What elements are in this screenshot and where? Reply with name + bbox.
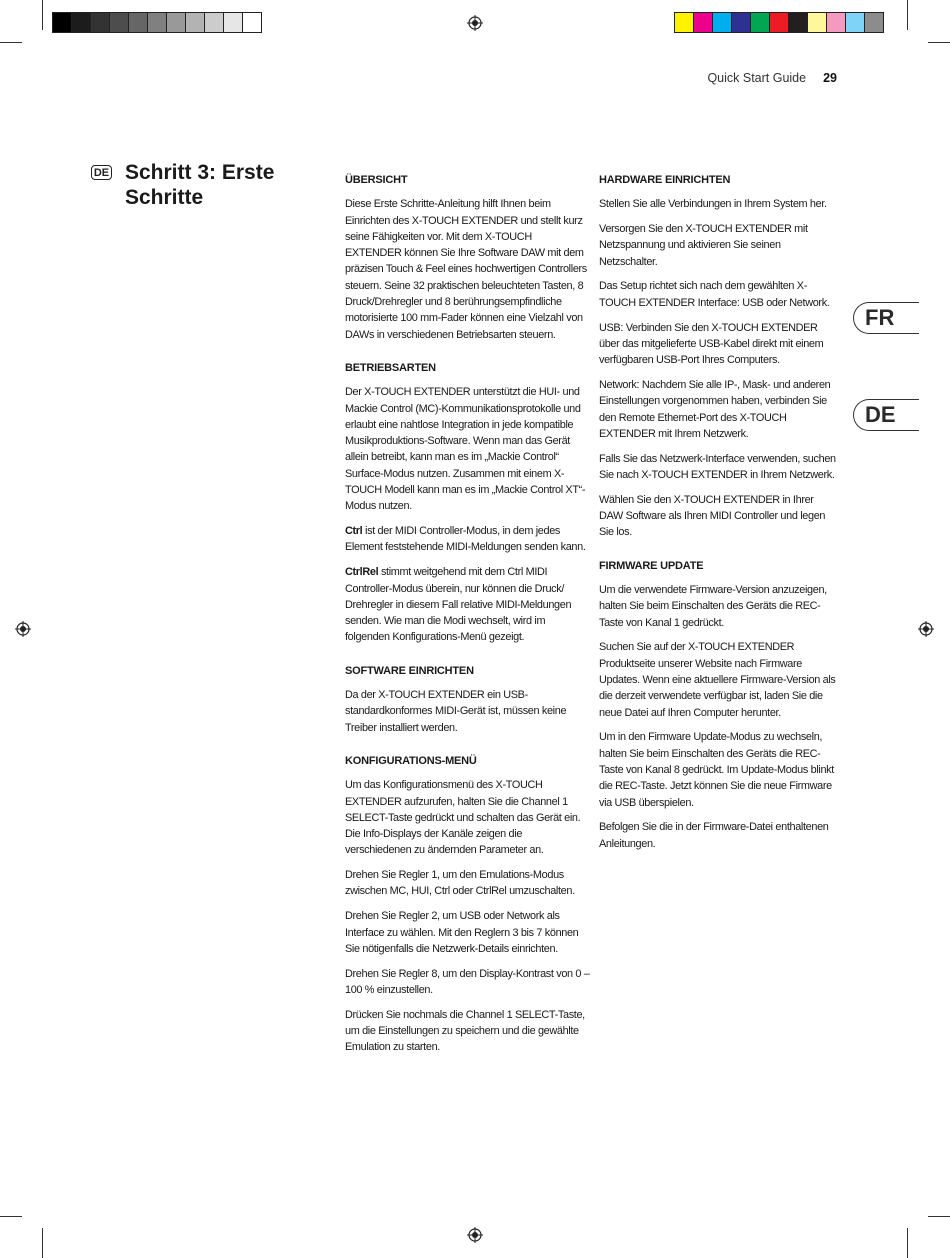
color-swatch xyxy=(185,12,205,33)
color-swatch xyxy=(788,12,808,33)
paragraph: Um in den Firmware Update-Modus zu wechseln, halten Sie beim Einschalten des Geräts die REC-Taste von Kanal 8 gedrückt. Im Update-Modus blinkt die REC-Taste. Jetzt können Sie die neue Firmware via USB überspielen. xyxy=(599,731,834,809)
paragraph: Der X-TOUCH EXTENDER unterstützt die HUI- und Mackie Control (MC)-Kommunikationsprotokolle und erlaubt eine nahtlose Integration in jede kompatible Musikproduktions-Software. Wenn man das Gerät allein betreibt, kann man es im „Mackie Control“ Surface-Modus nutzen. Zusammen mit einem X-TOUCH Modell kann man es im „Mackie Control XT“-Modus nutzen. xyxy=(345,386,586,513)
crop-mark xyxy=(907,1228,908,1258)
crop-mark xyxy=(0,42,22,43)
section-modes xyxy=(345,360,590,646)
language-tab-de[interactable]: DE xyxy=(853,399,919,431)
color-swatch xyxy=(807,12,827,33)
crop-mark xyxy=(42,1228,43,1258)
color-swatch xyxy=(90,12,110,33)
color-swatch xyxy=(693,12,713,33)
paragraph: Network: Nachdem Sie alle IP-, Mask- und anderen Einstellungen vorgenommen haben, verbinden Sie den Remote Ethernet-Port des X-TOUCH EXTENDER mit Ihrem Netzwerk. xyxy=(599,378,831,440)
crop-mark xyxy=(907,0,908,30)
color-swatch xyxy=(109,12,129,33)
paragraph: USB: Verbinden Sie den X-TOUCH EXTENDER über das mitgelieferte USB-Kabel direkt mit einem verfügbaren USB-Port Ihres Computers. xyxy=(599,321,824,367)
paragraph: Falls Sie das Netzwerk-Interface verwenden, suchen Sie nach X-TOUCH EXTENDER in Ihrem Netzwerk. xyxy=(599,452,836,481)
section-heading: ÜBERSICHT xyxy=(345,174,408,186)
guide-title: Quick Start Guide xyxy=(707,71,807,85)
registration-mark-icon xyxy=(918,621,934,637)
section-heading: FIRMWARE UPDATE xyxy=(599,559,704,572)
grayscale-color-bar xyxy=(52,12,261,33)
color-swatch xyxy=(128,12,148,33)
paragraph: Um die verwendete Firmware-Version anzuzeigen, halten Sie beim Einschalten des Geräts die REC-Taste von Kanal 1 gedrückt. xyxy=(599,583,827,629)
section-firmware xyxy=(599,558,839,852)
color-swatch xyxy=(769,12,789,33)
language-badge: DE xyxy=(91,165,112,180)
section-heading: SOFTWARE EINRICHTEN xyxy=(345,664,474,677)
crop-mark xyxy=(928,1216,950,1217)
color-swatch xyxy=(712,12,732,33)
paragraph: Drücken Sie nochmals die Channel 1 SELECT-Taste, um die Einstellungen zu speichern und die gewählte Emulation zu starten. xyxy=(345,1008,585,1054)
section-heading: BETRIEBSARTEN xyxy=(345,361,436,374)
color-swatch xyxy=(147,12,167,33)
paragraph-text: ist der MIDI Controller-Modus, in dem jedes Element feststehende MIDI-Meldungen senden kann. xyxy=(345,525,586,554)
section-overview xyxy=(345,172,590,343)
registration-mark-icon xyxy=(467,1227,483,1243)
section-heading: HARDWARE EINRICHTEN xyxy=(599,174,731,186)
paragraph: Da der X-TOUCH EXTENDER ein USB-standardkonformes MIDI-Gerät ist, müssen keine Treiber installiert werden. xyxy=(345,689,567,734)
paragraph: Drehen Sie Regler 8, um den Display-Kontrast von 0 – 100 % einzustellen. xyxy=(345,967,590,996)
color-swatch xyxy=(204,12,224,33)
text-column-right xyxy=(599,172,839,869)
color-swatch xyxy=(864,12,884,33)
section-software xyxy=(345,663,590,736)
section-config-menu xyxy=(345,753,590,1056)
paragraph: Um das Konfigurationsmenü des X-TOUCH EXTENDER aufzurufen, halten Sie die Channel 1 SELECT-Taste gedrückt und schalten das Gerät ein. Die Info-Displays der Kanäle zeigen die verschiedenen zu ändernden Parameter an. xyxy=(345,779,581,857)
paragraph: Wählen Sie den X-TOUCH EXTENDER in Ihrer DAW Software als Ihren MIDI Controller und legen Sie los. xyxy=(599,493,826,539)
crop-mark xyxy=(0,1216,22,1217)
color-swatch xyxy=(750,12,770,33)
paragraph xyxy=(345,564,590,645)
cmyk-color-bar xyxy=(674,12,883,33)
color-swatch xyxy=(826,12,846,33)
term: CtrlRel xyxy=(345,566,379,579)
section-hardware xyxy=(599,172,839,541)
running-header xyxy=(707,71,837,85)
crop-mark xyxy=(928,42,950,43)
page-number: 29 xyxy=(823,71,837,85)
paragraph: Diese Erste Schritte-Anleitung hilft Ihnen beim Einrichten des X-TOUCH EXTENDER und stellt kurz seine Fähigkeiten vor. Mit dem X-TOUCH EXTENDER können Sie Ihre Software DAW mit dem präzisen Touch & Feel eines hochwertigen Controllers steuern. Seine 32 praktischen beleuchteten Tasten, 8 Druck/Drehregler und 8 berührungsempfindliche motorisierte 100 mm-Fader können eine Vielzahl von DAWs in verschiedenen Betriebsarten steuern. xyxy=(345,198,587,341)
color-swatch xyxy=(731,12,751,33)
paragraph: Das Setup richtet sich nach dem gewählten X-TOUCH EXTENDER Interface: USB oder Network. xyxy=(599,280,830,309)
page-title: Schritt 3: Erste Schritte xyxy=(125,161,275,209)
crop-mark xyxy=(42,0,43,30)
language-tab-fr[interactable]: FR xyxy=(853,302,919,334)
term: Ctrl xyxy=(345,525,363,538)
paragraph: Drehen Sie Regler 2, um USB oder Network als Interface zu wählen. Mit den Reglern 3 bis 7 können Sie nötigenfalls die Netzwerk-Details einrichten. xyxy=(345,910,579,955)
paragraph: Drehen Sie Regler 1, um den Emulations-Modus zwischen MC, HUI, Ctrl oder CtrlRel umzuschalten. xyxy=(345,869,575,898)
color-swatch xyxy=(166,12,186,33)
color-swatch xyxy=(52,12,72,33)
paragraph: Versorgen Sie den X-TOUCH EXTENDER mit Netzspannung und aktivieren Sie seinen Netzschalter. xyxy=(599,223,808,268)
paragraph: Befolgen Sie die in der Firmware-Datei enthaltenen Anleitungen. xyxy=(599,821,829,850)
color-swatch xyxy=(71,12,91,33)
text-column-left xyxy=(345,172,590,1073)
paragraph xyxy=(345,523,590,556)
color-swatch xyxy=(674,12,694,33)
color-swatch xyxy=(223,12,243,33)
color-swatch xyxy=(242,12,262,33)
paragraph-text: stimmt weitgehend mit dem Ctrl MIDI Controller-Modus überein, nur können die Druck/ Drehregler in diesem Fall relative MIDI-Meldungen senden. Wie man die Modi wechselt, wird im folgenden Konfigurations-Menü gezeigt. xyxy=(345,566,572,644)
paragraph: Suchen Sie auf der X-TOUCH EXTENDER Produktseite unserer Website nach Firmware Updates. Wenn eine aktuellere Firmware-Version als die derzeit verwendete verfügbar ist, laden Sie die neue Datei auf Ihren Computer herunter. xyxy=(599,641,836,719)
section-heading: KONFIGURATIONS-MENÜ xyxy=(345,754,477,767)
paragraph: Stellen Sie alle Verbindungen in Ihrem System her. xyxy=(599,198,827,211)
registration-mark-icon xyxy=(467,15,483,31)
color-swatch xyxy=(845,12,865,33)
registration-mark-icon xyxy=(15,621,31,637)
